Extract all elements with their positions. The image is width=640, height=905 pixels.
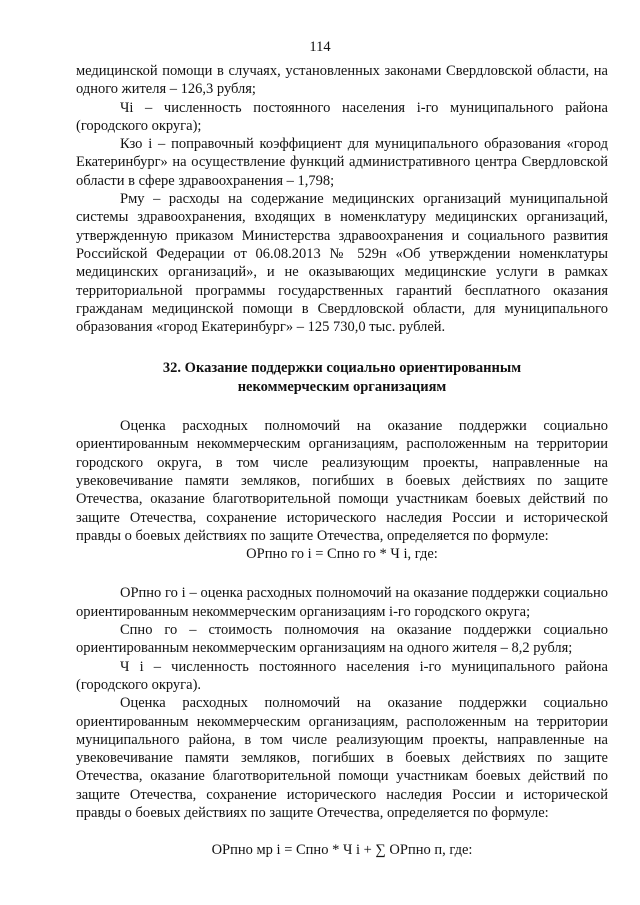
section-title-line-2: некоммерческим организациям xyxy=(237,378,447,395)
paragraph-cost-definition: Спно го – стоимость полномочия на оказание поддержки социально ориентированным некоммерческим организациям на одного жителя – 8,2 рубля; xyxy=(76,622,608,657)
paragraph-population-definition-2: Ч i – численность постоянного населения i-го муниципального района (городского округа). xyxy=(76,658,608,693)
paragraph-municipal-district-assessment: Оценка расходных полномочий на оказание поддержки социально ориентированным некоммерческим организациям, расположенным на территории муниципального района, в том числе реализующим проекты, направленные на увековечивание памяти земляков, погибших в боевых действиях по защите Отечества, оказание благотворительной помощи участникам боевых действий по защите Отечества, сохранение исторического наследия России и исторической правды о боевых действиях по защите Отечества, определяется по формуле: xyxy=(76,695,608,821)
page-number: 114 xyxy=(309,39,331,55)
section-title xyxy=(76,359,608,396)
paragraph-medical-organizations-costs: Рму – расходы на содержание медицинских организаций муниципальной системы здравоохранения, входящих в номенклатуру медицинских организаций, утвержденную приказом Министерства здравоохранения и социального развития Российской Федерации от 06.08.2013 № 529н «Об утверждении номенклатуры медицинских организаций», и не оказывающих медицинские услуги в рамках территориальной программы государственных гарантий бесплатного оказания гражданам медицинской помощи в Свердловской области, для муниципального образования «город Екатеринбург» – 125 730,0 тыс. рублей. xyxy=(76,191,608,336)
paragraph-correction-coefficient: Кзо i – поправочный коэффициент для муниципального образования «город Екатеринбург» на осуществление функций административного центра Свердловской области в сфере здравоохранения – 1,798; xyxy=(76,136,608,189)
paragraph-continuation: медицинской помощи в случаях, установленных законами Свердловской области, на одного жителя – 126,3 рубля; xyxy=(76,63,608,98)
paragraph-city-district-assessment: Оценка расходных полномочий на оказание поддержки социально ориентированным некоммерческим организациям, расположенным на территории городского округа, в том числе реализующим проекты, направленные на увековечивание памяти земляков, погибших в боевых действиях по защите Отечества, оказание благотворительной помощи участникам боевых действий по защите Отечества, сохранение исторического наследия России и исторической правды о боевых действиях по защите Отечества, определяется по формуле: xyxy=(76,418,608,544)
paragraph-assessment-definition: ОРпно го i – оценка расходных полномочий на оказание поддержки социально ориентированным некоммерческим организациям i-го городского округа; xyxy=(76,585,608,620)
section-title-line-1: 32. Оказание поддержки социально ориентированным xyxy=(162,360,522,377)
formula-municipal-district: ОРпно мр i = Спно * Ч i + ∑ ОРпно п, где: xyxy=(211,842,473,859)
document-body xyxy=(76,62,608,860)
formula-city-district: ОРпно го i = Спно го * Ч i, где: xyxy=(246,546,438,563)
paragraph-population-definition: Чi – численность постоянного населения i-го муниципального района (городского округа); xyxy=(76,99,608,134)
